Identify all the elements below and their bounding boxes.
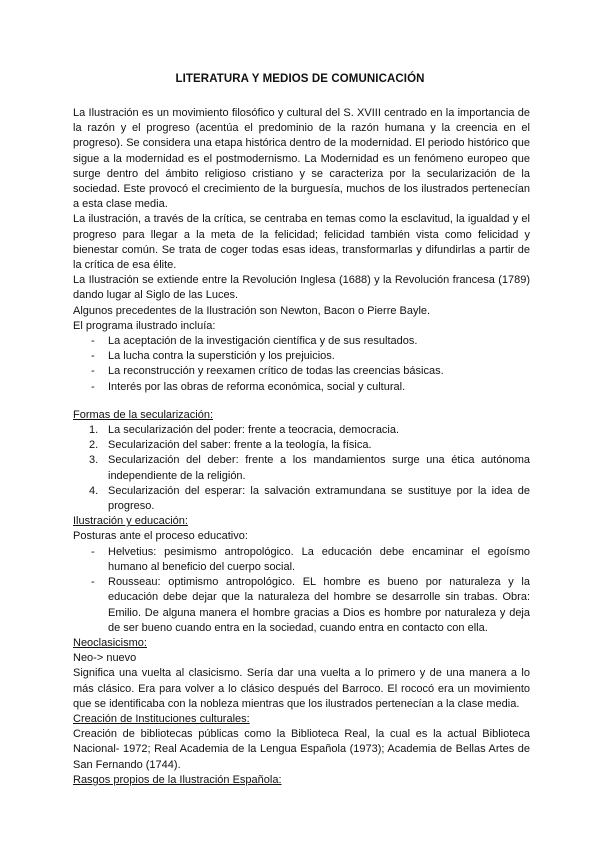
item-number: 4.: [89, 484, 99, 497]
educacion-list: [73, 545, 530, 636]
item-number: 1.: [89, 424, 99, 437]
neoclasicismo-sub: Neo-> nuevo: [73, 652, 137, 665]
intro-paragraph-4: Algunos precedentes de la Ilustración son Newton, Bacon o Pierre Bayle.: [73, 304, 431, 317]
document-title: LITERATURA Y MEDIOS DE COMUNICACIÓN: [175, 73, 425, 85]
item-text: La secularización del poder: frente a teocracia, democracia.: [108, 424, 400, 437]
list-item: [73, 484, 530, 514]
intro-paragraph-1: La Ilustración es un movimiento filosófico y cultural del S. XVIII centrado en la importancia de la razón y el progreso (acentúa el predominio de la razón humana y la creencia en el progreso). Se considera una etapa histórica dentro de la modernidad. El periodo histórico que sigue a la modernidad es el postmodernismo. La Modernidad es un fenómeno europeo que surge dentro del ámbito religioso cristiano y se caracteriza por la secularización de la sociedad. Este provocó el crecimiento de la burguesía, muchos de los ilustrados pertenecían a esta clase media.: [73, 107, 530, 211]
list-item: - Interés por las obras de reforma económica, social y cultural.: [73, 380, 530, 395]
secularizacion-heading: Formas de la secularización:: [73, 408, 214, 421]
list-item: [73, 423, 530, 438]
item-text: Secularización del esperar: la salvación extramundana se sustituye por la idea de progreso.: [108, 484, 530, 513]
item-text: Secularización del saber: frente a la teología, la física.: [108, 439, 372, 452]
item-number: 2.: [89, 439, 99, 452]
document-body: [73, 106, 530, 788]
instituciones-text: Creación de bibliotecas públicas como la Biblioteca Real, la cual es la actual Biblioteca Nacional- 1972; Real Academia de la Lengua Española (1973); Academia de Bellas Artes de San Fernando (1744).: [73, 728, 530, 771]
instituciones-heading: Creación de Instituciones culturales:: [73, 712, 250, 725]
list-item: - Rousseau: optimismo antropológico. EL hombre es bueno por naturaleza y la educación debe dejar que la naturaleza del hombre se desarrolle sin trabas. Obra: Emilio. De alguna manera el hombre gracias a Dios es hombre por naturaleza y deja de ser bueno cuando entra en la sociedad, cuando entra en contacto con ella.: [73, 575, 530, 636]
secularizacion-list: [73, 423, 530, 514]
list-item: - La aceptación de la investigación científica y de sus resultados.: [73, 334, 530, 349]
list-item: - La reconstrucción y reexamen crítico de todas las creencias básicas.: [73, 364, 530, 379]
educacion-heading: Ilustración y educación:: [73, 515, 188, 528]
item-text: Secularización del deber: frente a los mandamientos surge una ética autónoma independiente de la religión.: [108, 454, 530, 482]
neoclasicismo-text: Significa una vuelta al clasicismo. Sería dar una vuelta a lo primero y de una manera a lo más clásico. Era para volver a lo clásico después del Barroco. El rococó era un movimiento que se identificaba con la nobleza mientras que los ilustrados pertenecían a la clase media.: [73, 667, 530, 710]
intro-paragraph-2: La ilustración, a través de la crítica, se centraba en temas como la esclavitud, la igualdad y el progreso para llegar a la meta de la felicidad; felicidad también vista como felicidad y bienestar común. Se trata de coger todas esas ideas, transformarlas y difundirlas a partir de la crítica de esa élite.: [73, 213, 530, 272]
item-number: 3.: [89, 454, 99, 467]
intro-paragraph-5: El programa ilustrado incluía:: [73, 319, 216, 332]
list-item: [73, 438, 530, 453]
educacion-intro: Posturas ante el proceso educativo:: [73, 530, 248, 543]
programa-list: [73, 334, 530, 395]
list-item: - La lucha contra la superstición y los prejuicios.: [73, 349, 530, 364]
list-item: [73, 453, 530, 483]
intro-paragraph-3: La Ilustración se extiende entre la Revolución Inglesa (1688) y la Revolución francesa (1789) dando lugar al Siglo de las Luces.: [73, 274, 530, 302]
rasgos-heading: Rasgos propios de la Ilustración Española:: [73, 773, 282, 786]
neoclasicismo-heading: Neoclasicismo:: [73, 636, 147, 649]
list-item: - Helvetius: pesimismo antropológico. La educación debe encaminar el egoísmo humano al beneficio del cuerpo social.: [73, 545, 530, 575]
